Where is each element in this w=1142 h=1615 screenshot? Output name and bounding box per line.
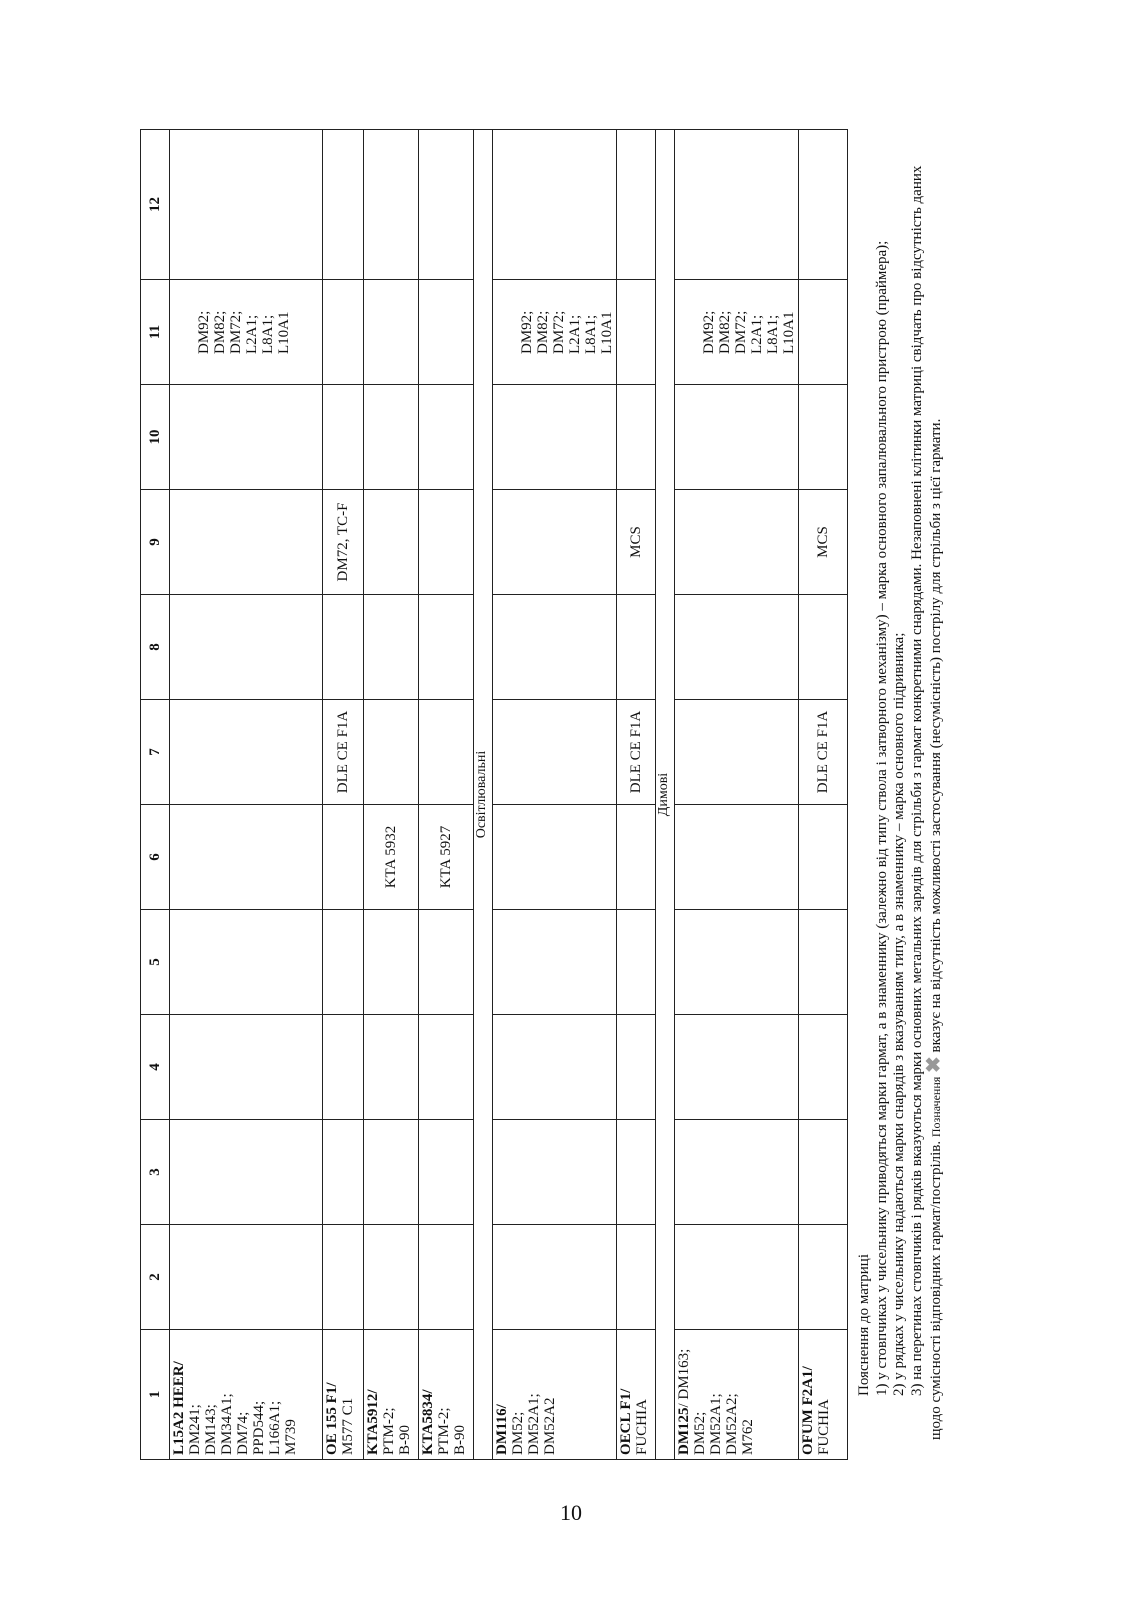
matrix-cell (799, 1225, 848, 1330)
matrix-cell (170, 130, 323, 280)
matrix-cell (323, 910, 364, 1015)
matrix-cell (493, 1015, 617, 1120)
matrix-cell (170, 1015, 323, 1120)
column-header: 7 (141, 700, 170, 805)
projectile-mark: DM116/ (494, 1404, 510, 1455)
matrix-cell (675, 910, 799, 1015)
matrix-cell (493, 130, 617, 280)
matrix-cell (799, 805, 848, 910)
matrix-cell (617, 805, 656, 910)
projectile-mark: KTA5912/ (365, 1389, 381, 1455)
matrix-cell (364, 910, 419, 1015)
column-header: 2 (141, 1225, 170, 1330)
matrix-cell (364, 280, 419, 385)
matrix-cell (419, 910, 474, 1015)
fuze-mark: DM74; (235, 1411, 251, 1455)
matrix-cell: DM92; DM82; DM72; L2A1; L8A1; L10A1 (170, 280, 323, 385)
column-header: 3 (141, 1120, 170, 1225)
matrix-cell (675, 1225, 799, 1330)
matrix-cell (419, 700, 474, 805)
matrix-cell (799, 1015, 848, 1120)
matrix-cell: DLE CE F1A (799, 700, 848, 805)
projectile-mark: DM125 (676, 1407, 692, 1455)
fuze-mark: DM143; (203, 1404, 219, 1455)
fuze-mark: M762 (740, 1419, 756, 1455)
matrix-cell (323, 1120, 364, 1225)
matrix-cell (617, 1120, 656, 1225)
matrix-cell (170, 490, 323, 595)
fuze-mark: PPD544; (251, 1400, 267, 1455)
note-3-text: 3) на перетинах стовпчиків і рядків вказуються марки основних метальних зарядів для стрільби з гармат конкретними снарядами. Незаповнені клітинки матриці свідчать про відсутність даних щодо сумісності відповідних гармат/пострілів. (908, 165, 944, 1440)
table-row (323, 130, 364, 1460)
matrix-cell (364, 385, 419, 490)
rotated-page-content (140, 135, 990, 1460)
matrix-cell (799, 280, 848, 385)
matrix-cell (323, 1225, 364, 1330)
matrix-cell (419, 1225, 474, 1330)
matrix-cell (675, 805, 799, 910)
matrix-cell (617, 1225, 656, 1330)
matrix-cell (493, 1225, 617, 1330)
matrix-cell (419, 385, 474, 490)
matrix-cell (364, 700, 419, 805)
section-row (474, 130, 493, 1460)
fuze-mark: M739 (283, 1419, 299, 1455)
column-header: 11 (141, 280, 170, 385)
note-3-tail: вказує на відсутність можливості застосування (несумісність) пострілу для стрільби з цієї гармати. (928, 418, 944, 1053)
matrix-cell (364, 490, 419, 595)
matrix-cell (617, 280, 656, 385)
matrix-cell: DM92; DM82; DM72; L2A1; L8A1; L10A1 (675, 280, 799, 385)
table-row (493, 130, 617, 1460)
matrix-cell (323, 1015, 364, 1120)
column-header: 8 (141, 595, 170, 700)
note-3-small: Позначення (929, 1076, 943, 1138)
table-row (170, 130, 323, 1460)
matrix-cell (799, 910, 848, 1015)
row-header-cell (493, 1330, 617, 1460)
matrix-cell (170, 805, 323, 910)
row-header-cell (617, 1330, 656, 1460)
projectile-mark: OECL F1/ (618, 1388, 634, 1455)
matrix-cell (799, 1120, 848, 1225)
projectile-mark: OE 155 F1/ (324, 1382, 340, 1455)
projectile-mark: OFUM F2A1/ (800, 1366, 816, 1455)
matrix-cell (675, 130, 799, 280)
matrix-cell (419, 595, 474, 700)
matrix-cell (170, 385, 323, 490)
fuze-mark: B-90 (397, 1425, 413, 1455)
fuze-mark: FUCHIA (816, 1399, 832, 1455)
row-header-cell (799, 1330, 848, 1460)
section-label: Освітлювальні (474, 130, 493, 1460)
table-row (675, 130, 799, 1460)
note-2: 2) у рядках у чисельнику надаються марки снарядів з вказуванням типу, а в знаменнику – марка основного підривника; (891, 632, 907, 1396)
column-header: 12 (141, 130, 170, 280)
matrix-cell: DLE CE F1A (323, 700, 364, 805)
matrix-cell (170, 595, 323, 700)
matrix-cell (170, 1120, 323, 1225)
fuze-mark: DM52A1; (708, 1393, 724, 1455)
fuze-mark: DM52; (692, 1411, 708, 1455)
compatibility-matrix (140, 129, 848, 1460)
note-3 (909, 150, 946, 1440)
matrix-cell (493, 805, 617, 910)
matrix-cell (364, 130, 419, 280)
matrix-cell (170, 1225, 323, 1330)
projectile-mark-rest: / DM163; (676, 1348, 692, 1408)
table-row (799, 130, 848, 1460)
projectile-mark: L15A2 HEER/ (171, 1361, 187, 1455)
matrix-cell (419, 1015, 474, 1120)
matrix-cell (364, 1120, 419, 1225)
matrix-cell (675, 385, 799, 490)
matrix-cell (323, 385, 364, 490)
matrix-cell (323, 595, 364, 700)
row-header-cell (675, 1330, 799, 1460)
matrix-cell: DLE CE F1A (617, 700, 656, 805)
fuze-mark: DM52; (510, 1411, 526, 1455)
fuze-mark: PTM-2; (381, 1407, 397, 1455)
matrix-cell (493, 490, 617, 595)
matrix-cell (323, 805, 364, 910)
matrix-cell (675, 1015, 799, 1120)
matrix-cell (799, 130, 848, 280)
matrix-cell (617, 910, 656, 1015)
matrix-cell: DM72, TC-F (323, 490, 364, 595)
fuze-mark: B-90 (452, 1425, 468, 1455)
fuze-mark: PTM-2; (436, 1407, 452, 1455)
matrix-cell (364, 595, 419, 700)
table-row (617, 130, 656, 1460)
fuze-mark: DM52A2 (542, 1397, 558, 1455)
matrix-cell (323, 130, 364, 280)
matrix-cell (493, 700, 617, 805)
column-header: 4 (141, 1015, 170, 1120)
matrix-cell (675, 1120, 799, 1225)
note-1: 1) у стовпчиках у чисельнику приводяться марки гармат, а в знаменнику (залежно від типу ствола і затворного механізму) – марка основного запалювального пристрою (праймера); (873, 240, 890, 1396)
fuze-mark: FUCHIA (634, 1399, 650, 1455)
cross-mark-icon: ✖ (923, 1056, 945, 1073)
matrix-cell (675, 700, 799, 805)
matrix-cell: DM92; DM82; DM72; L2A1; L8A1; L10A1 (493, 280, 617, 385)
fuze-mark: DM34A1; (219, 1393, 235, 1455)
column-header: 9 (141, 490, 170, 595)
column-header: 1 (141, 1330, 170, 1460)
matrix-cell (170, 700, 323, 805)
matrix-cell (617, 595, 656, 700)
matrix-cell (419, 280, 474, 385)
page-number: 10 (560, 1500, 582, 1525)
matrix-cell (493, 1120, 617, 1225)
matrix-cell (419, 1120, 474, 1225)
fuze-mark: DM52A1; (526, 1393, 542, 1455)
matrix-cell (493, 910, 617, 1015)
column-header: 6 (141, 805, 170, 910)
column-header: 5 (141, 910, 170, 1015)
matrix-cell (419, 130, 474, 280)
notes-title: Пояснення до матриці (856, 1254, 872, 1396)
matrix-cell: MCS (799, 490, 848, 595)
table-row (419, 130, 474, 1460)
matrix-cell (617, 1015, 656, 1120)
row-header-cell (419, 1330, 474, 1460)
matrix-cell (323, 280, 364, 385)
section-label: Димові (656, 130, 675, 1460)
section-row (656, 130, 675, 1460)
matrix-cell (170, 910, 323, 1015)
matrix-cell (364, 1015, 419, 1120)
row-header-cell (364, 1330, 419, 1460)
column-header: 10 (141, 385, 170, 490)
matrix-cell (493, 595, 617, 700)
fuze-mark: M577 C1 (340, 1397, 356, 1455)
matrix-cell (617, 385, 656, 490)
matrix-cell (493, 385, 617, 490)
matrix-cell: KTA 5932 (364, 805, 419, 910)
fuze-mark: L166A1; (267, 1400, 283, 1455)
matrix-cell (799, 595, 848, 700)
matrix-cell: MCS (617, 490, 656, 595)
matrix-cell (364, 1225, 419, 1330)
matrix-cell (617, 130, 656, 280)
header-row (141, 130, 170, 1460)
matrix-notes (856, 150, 946, 1440)
row-header-cell (170, 1330, 323, 1460)
fuze-mark: DM241; (187, 1404, 203, 1455)
table-row (364, 130, 419, 1460)
fuze-mark: DM52A2; (724, 1393, 740, 1455)
row-header-cell (323, 1330, 364, 1460)
matrix-cell (419, 490, 474, 595)
matrix-cell (675, 595, 799, 700)
matrix-cell: KTA 5927 (419, 805, 474, 910)
projectile-mark: KTA5834/ (420, 1389, 436, 1455)
matrix-cell (799, 385, 848, 490)
matrix-cell (675, 490, 799, 595)
